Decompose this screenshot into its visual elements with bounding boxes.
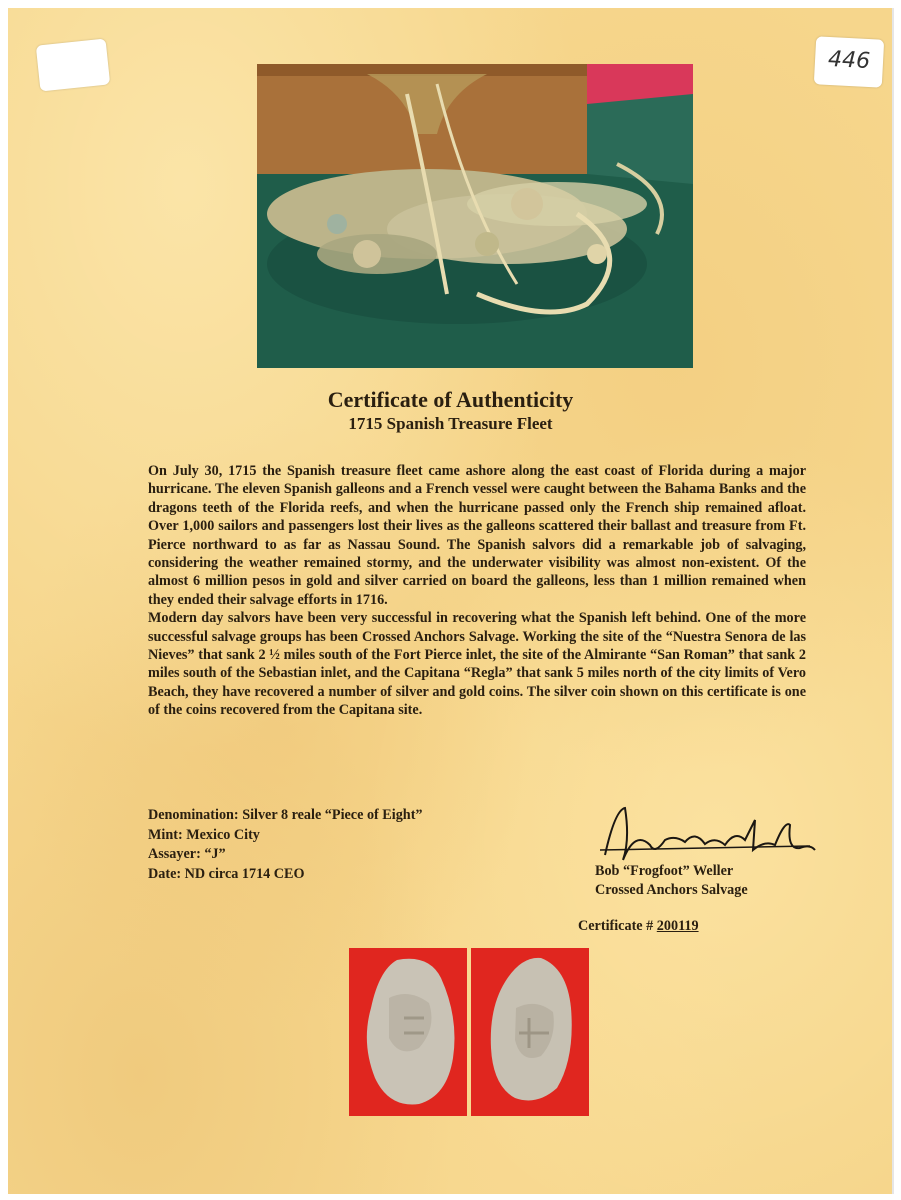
handwritten-signature: [595, 800, 820, 870]
coin-reverse-photo: [471, 948, 589, 1116]
signer-block: [595, 862, 855, 900]
certificate-number: 200119: [656, 918, 699, 934]
date-line: Date: ND circa 1714 CEO: [148, 865, 305, 882]
treasure-photo: [257, 64, 693, 368]
signer-company: Crossed Anchors Salvage: [595, 882, 748, 898]
certificate-number-line: [578, 918, 818, 935]
certificate-title: Certificate of Authenticity: [327, 387, 574, 412]
certificate-subtitle: 1715 Spanish Treasure Fleet: [348, 414, 553, 433]
handwritten-note: 446: [814, 36, 884, 87]
assayer-line: Assayer: “J”: [148, 846, 226, 862]
certificate-label: Certificate #: [578, 918, 654, 934]
coin-details: [148, 806, 528, 884]
mint-line: Mint: Mexico City: [148, 826, 260, 843]
signer-name: Bob “Frogfoot” Weller: [595, 863, 734, 879]
history-paragraph: On July 30, 1715 the Spanish treasure fleet came ashore along the east coast of Florida during a major hurricane. The eleven Spanish galleons and a French vessel were caught between the Bahama Banks and the dragons teeth of the Florida reefs, and when the hurricane passed only the French ship remained afloat. Over 1,000 sailors and passengers lost their lives as the galleons scattered their ballast and treasure from Ft. Pierce northward to as far as Nassau Sound. The Spanish salvors did a remarkable job of salvaging, considering the weather remained stormy, and the underwater visibility was almost non-existent. Of the almost 6 million pesos in gold and silver carried on board the galleons, less than 1 million remained when they ended their salvage efforts in 1716.: [148, 463, 806, 608]
denomination-line: Denomination: Silver 8 reale “Piece of Eight”: [148, 807, 423, 823]
history-paragraph: Modern day salvors have been very successful in recovering what the Spanish left behind. One of the more successful salvage groups has been Crossed Anchors Salvage. Working the site of the “Nuestra Senora de las Nieves” that sank 2 ½ miles south of the Fort Pierce inlet, the site of the Almirante “San Roman” that sank 2 miles south of the Sebastian inlet, and the Capitana “Regla” that sank 5 miles north of the city limits of Vero Beach, they have recovered a number of silver and gold coins. The silver coin shown on this certificate is one of the coins recovered from the Capitana site.: [148, 610, 806, 719]
history-text: [148, 462, 806, 720]
coin-obverse-photo: [349, 948, 467, 1116]
blank-sticker: [36, 38, 110, 91]
